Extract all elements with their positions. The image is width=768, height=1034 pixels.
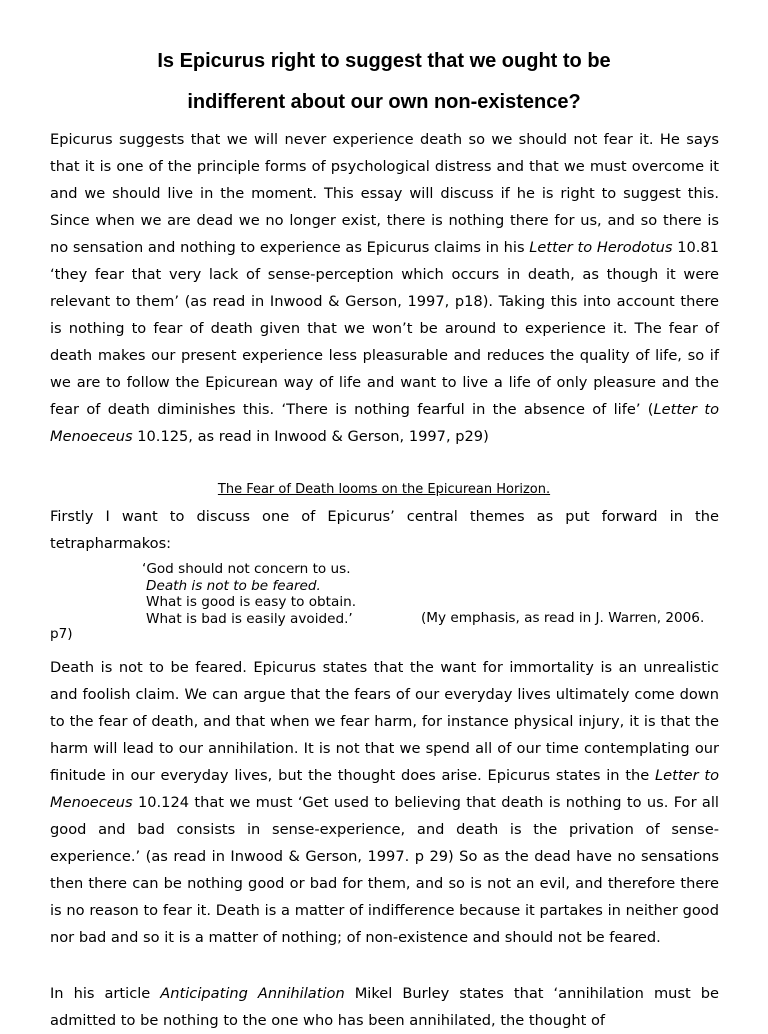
letter-to-menoeceus-title: Letter to Menoeceus [50, 401, 719, 445]
paragraph-burley [50, 980, 719, 1034]
paragraph-burley-text-c: Mikel Burley states that ‘annihilation must be admitted to be nothing to the one who has been annihilated, the thought of [50, 985, 719, 1029]
paragraph-death-text-c: 10.124 that we must ‘Get used to believing that death is nothing to us. For all good and bad consists in sense-experience, and death is the privation of sense-experience.’ (as read in Inwood & Gerson, 1997. p 29) So as the dead have no sensations then there can be nothing good or bad for them, and so is not an evil, and therefore there is no reason to fear it. Death is a matter of indifference because it partakes in neither good nor bad and so it is a matter of nothing; of non-existence and should not be feared. [50, 794, 719, 946]
quote-line-4: What is bad is easily avoided.’ [146, 610, 353, 627]
quote-citation-continued: p7) [50, 626, 73, 642]
essay-title-line-2: indifferent about our own non-existence? [187, 91, 581, 113]
essay-title-line-1: Is Epicurus right to suggest that we ought to be [157, 50, 611, 72]
paragraph-death-not-feared [50, 654, 719, 951]
quote-line-3: What is good is easy to obtain. [146, 594, 357, 610]
paragraph-intro-text-e: 10.125, as read in Inwood & Gerson, 1997, p29) [132, 428, 489, 445]
paragraph-intro-text-a: Epicurus suggests that we will never experience death so we should not fear it. He says that it is one of the principle forms of psychological distress and that we must overcome it and we should live in the moment. This essay will discuss if he is right to suggest this. Since when we are dead we no longer exist, there is nothing there for us, and so there is no sensation and nothing to experience as Epicurus claims in his [50, 131, 719, 256]
quote-line-1: ‘God should not concern to us. [142, 561, 351, 577]
paragraph-death-text-a: Death is not to be feared. Epicurus states that the want for immortality is an unrealistic and foolish claim. We can argue that the fears of our everyday lives ultimately come down to the fear of death, and that when we fear harm, for instance physical injury, it is that the harm will lead to our annihilation. It is not that we spend all of our time contemplating our finitude in our everyday lives, but the thought does arise. Epicurus states in the [50, 659, 719, 784]
anticipating-annihilation-title: Anticipating Annihilation [160, 985, 345, 1002]
tetrapharmakos-quote [142, 561, 356, 627]
letter-to-herodotus-title: Letter to Herodotus [529, 239, 673, 256]
paragraph-intro [50, 126, 719, 450]
section-subheading: The Fear of Death looms on the Epicurean Horizon. [217, 482, 551, 497]
letter-to-menoeceus-title-2: Letter to Menoeceus [50, 767, 719, 811]
paragraph-intro-text-c: 10.81 ‘they fear that very lack of sense-perception which occurs in death, as though it were relevant to them’ (as read in Inwood & Gerson, 1997, p18). Taking this into account there is nothing to fear of death given that we won’t be around to experience it. The fear of death makes our present experience less pleasurable and reduces the quality of life, so if we are to follow the Epicurean way of life and want to live a life of only pleasure and the fear of death diminishes this. ‘There is nothing fearful in the absence of life’ ( [50, 239, 719, 418]
paragraph-tetrapharmakos-intro: Firstly I want to discuss one of Epicurus’ central themes as put forward in the tetrapharmakos: [50, 508, 719, 552]
paragraph-burley-text-a: In his article [50, 985, 161, 1002]
quote-line-2: Death is not to be feared. [146, 577, 321, 594]
quote-citation: (My emphasis, as read in J. Warren, 2006. [421, 610, 705, 626]
